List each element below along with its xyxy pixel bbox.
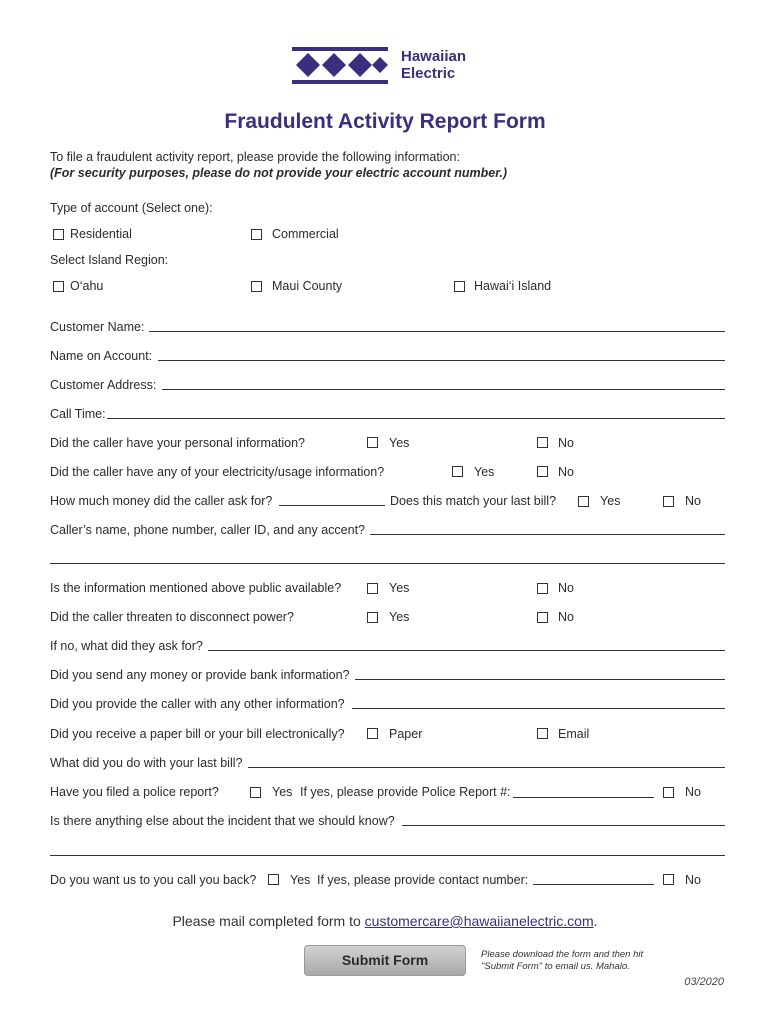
call-back-yes-label: Yes (290, 873, 311, 887)
money-ask-question: How much money did the caller ask for? (50, 494, 273, 508)
other-info-field[interactable] (352, 708, 725, 709)
call-back-question: Do you want us to you call you back? (50, 873, 257, 887)
customer-name-field[interactable] (149, 331, 725, 332)
page-title: Fraudulent Activity Report Form (224, 110, 546, 133)
contact-number-label: If yes, please provide contact number: (317, 873, 529, 887)
brand-name-line2: Electric (401, 65, 456, 82)
customer-address-field[interactable] (162, 389, 725, 390)
submit-note-line2: "Submit Form" to email us. Mahalo. (481, 961, 630, 972)
ask-for-field[interactable] (208, 650, 725, 651)
island-region-label: Select Island Region: (50, 253, 169, 267)
threaten-yes-checkbox[interactable] (367, 612, 378, 623)
paper-bill-checkbox[interactable] (367, 728, 378, 739)
police-report-yes-label: Yes (272, 785, 293, 799)
call-back-yes-checkbox[interactable] (268, 874, 279, 885)
bill-type-question: Did you receive a paper bill or your bill electronically? (50, 727, 345, 741)
call-time-field[interactable] (107, 418, 725, 419)
maui-county-label: Maui County (272, 279, 343, 293)
call-back-no-checkbox[interactable] (663, 874, 674, 885)
other-info-question: Did you provide the caller with any other information? (50, 697, 345, 711)
contact-number-field[interactable] (533, 884, 654, 885)
caller-details-field-line2[interactable] (50, 563, 725, 564)
security-note: (For security purposes, please do not provide your electric account number.) (50, 166, 508, 180)
police-report-number-label: If yes, please provide Police Report #: (300, 785, 511, 799)
police-report-number-field[interactable] (513, 797, 654, 798)
public-info-yes-checkbox[interactable] (367, 583, 378, 594)
submit-form-button[interactable]: Submit Form (304, 945, 466, 976)
email-bill-checkbox[interactable] (537, 728, 548, 739)
logo-mark-icon (292, 44, 388, 88)
commercial-checkbox[interactable] (251, 229, 262, 240)
electricity-info-no-label: No (558, 465, 574, 479)
public-info-no-checkbox[interactable] (537, 583, 548, 594)
oahu-label: O‘ahu (70, 279, 104, 293)
personal-info-no-label: No (558, 436, 574, 450)
public-info-yes-label: Yes (389, 581, 410, 595)
oahu-checkbox[interactable] (53, 281, 64, 292)
electricity-info-yes-label: Yes (474, 465, 495, 479)
hawaii-island-label: Hawai‘i Island (474, 279, 552, 293)
mail-instructions (0, 913, 770, 929)
personal-info-yes-checkbox[interactable] (367, 437, 378, 448)
electricity-info-yes-checkbox[interactable] (452, 466, 463, 477)
last-bill-field[interactable] (248, 767, 725, 768)
submit-note-line1: Please download the form and then hit (481, 949, 644, 960)
electricity-info-no-checkbox[interactable] (537, 466, 548, 477)
name-on-account-field[interactable] (158, 360, 725, 361)
mail-prefix: Please mail completed form to (172, 913, 365, 929)
police-report-question: Have you filed a police report? (50, 785, 219, 799)
money-amount-field[interactable] (279, 505, 385, 506)
threaten-no-label: No (558, 610, 574, 624)
threaten-yes-label: Yes (389, 610, 410, 624)
match-bill-yes-label: Yes (600, 494, 621, 508)
call-time-label: Call Time: (50, 407, 106, 421)
form-date: 03/2020 (684, 976, 724, 988)
match-bill-yes-checkbox[interactable] (578, 496, 589, 507)
police-report-no-label: No (685, 785, 701, 799)
customer-care-email-link[interactable]: customercare@hawaiianelectric.com (364, 913, 594, 929)
threaten-question: Did the caller threaten to disconnect power? (50, 610, 294, 624)
mail-suffix: . (593, 913, 598, 929)
submit-note (481, 949, 643, 973)
residential-checkbox[interactable] (53, 229, 64, 240)
residential-label: Residential (70, 227, 132, 241)
account-type-label: Type of account (Select one): (50, 201, 213, 215)
match-bill-no-label: No (685, 494, 701, 508)
caller-details-field[interactable] (370, 534, 725, 535)
match-bill-question: Does this match your last bill? (390, 494, 557, 508)
anything-else-question: Is there anything else about the incident that we should know? (50, 814, 395, 828)
intro-text: To file a fraudulent activity report, please provide the following information: (50, 150, 460, 164)
public-info-question: Is the information mentioned above public available? (50, 581, 342, 595)
ask-for-question: If no, what did they ask for? (50, 639, 203, 653)
send-money-field[interactable] (355, 679, 725, 680)
send-money-question: Did you send any money or provide bank information? (50, 668, 350, 682)
brand-name-line1: Hawaiian (401, 48, 467, 65)
company-logo (292, 44, 492, 88)
last-bill-question: What did you do with your last bill? (50, 756, 243, 770)
commercial-label: Commercial (272, 227, 339, 241)
hawaii-island-checkbox[interactable] (454, 281, 465, 292)
anything-else-field[interactable] (402, 825, 725, 826)
police-report-yes-checkbox[interactable] (250, 787, 261, 798)
police-report-no-checkbox[interactable] (663, 787, 674, 798)
paper-bill-label: Paper (389, 727, 423, 741)
anything-else-field-line2[interactable] (50, 855, 725, 856)
caller-details-question: Caller’s name, phone number, caller ID, and any accent? (50, 523, 365, 537)
call-back-no-label: No (685, 873, 701, 887)
customer-name-label: Customer Name: (50, 320, 145, 334)
personal-info-yes-label: Yes (389, 436, 410, 450)
electricity-info-question: Did the caller have any of your electricity/usage information? (50, 465, 385, 479)
customer-address-label: Customer Address: (50, 378, 157, 392)
match-bill-no-checkbox[interactable] (663, 496, 674, 507)
threaten-no-checkbox[interactable] (537, 612, 548, 623)
personal-info-no-checkbox[interactable] (537, 437, 548, 448)
name-on-account-label: Name on Account: (50, 349, 153, 363)
public-info-no-label: No (558, 581, 574, 595)
email-bill-label: Email (558, 727, 590, 741)
personal-info-question: Did the caller have your personal information? (50, 436, 305, 450)
maui-county-checkbox[interactable] (251, 281, 262, 292)
